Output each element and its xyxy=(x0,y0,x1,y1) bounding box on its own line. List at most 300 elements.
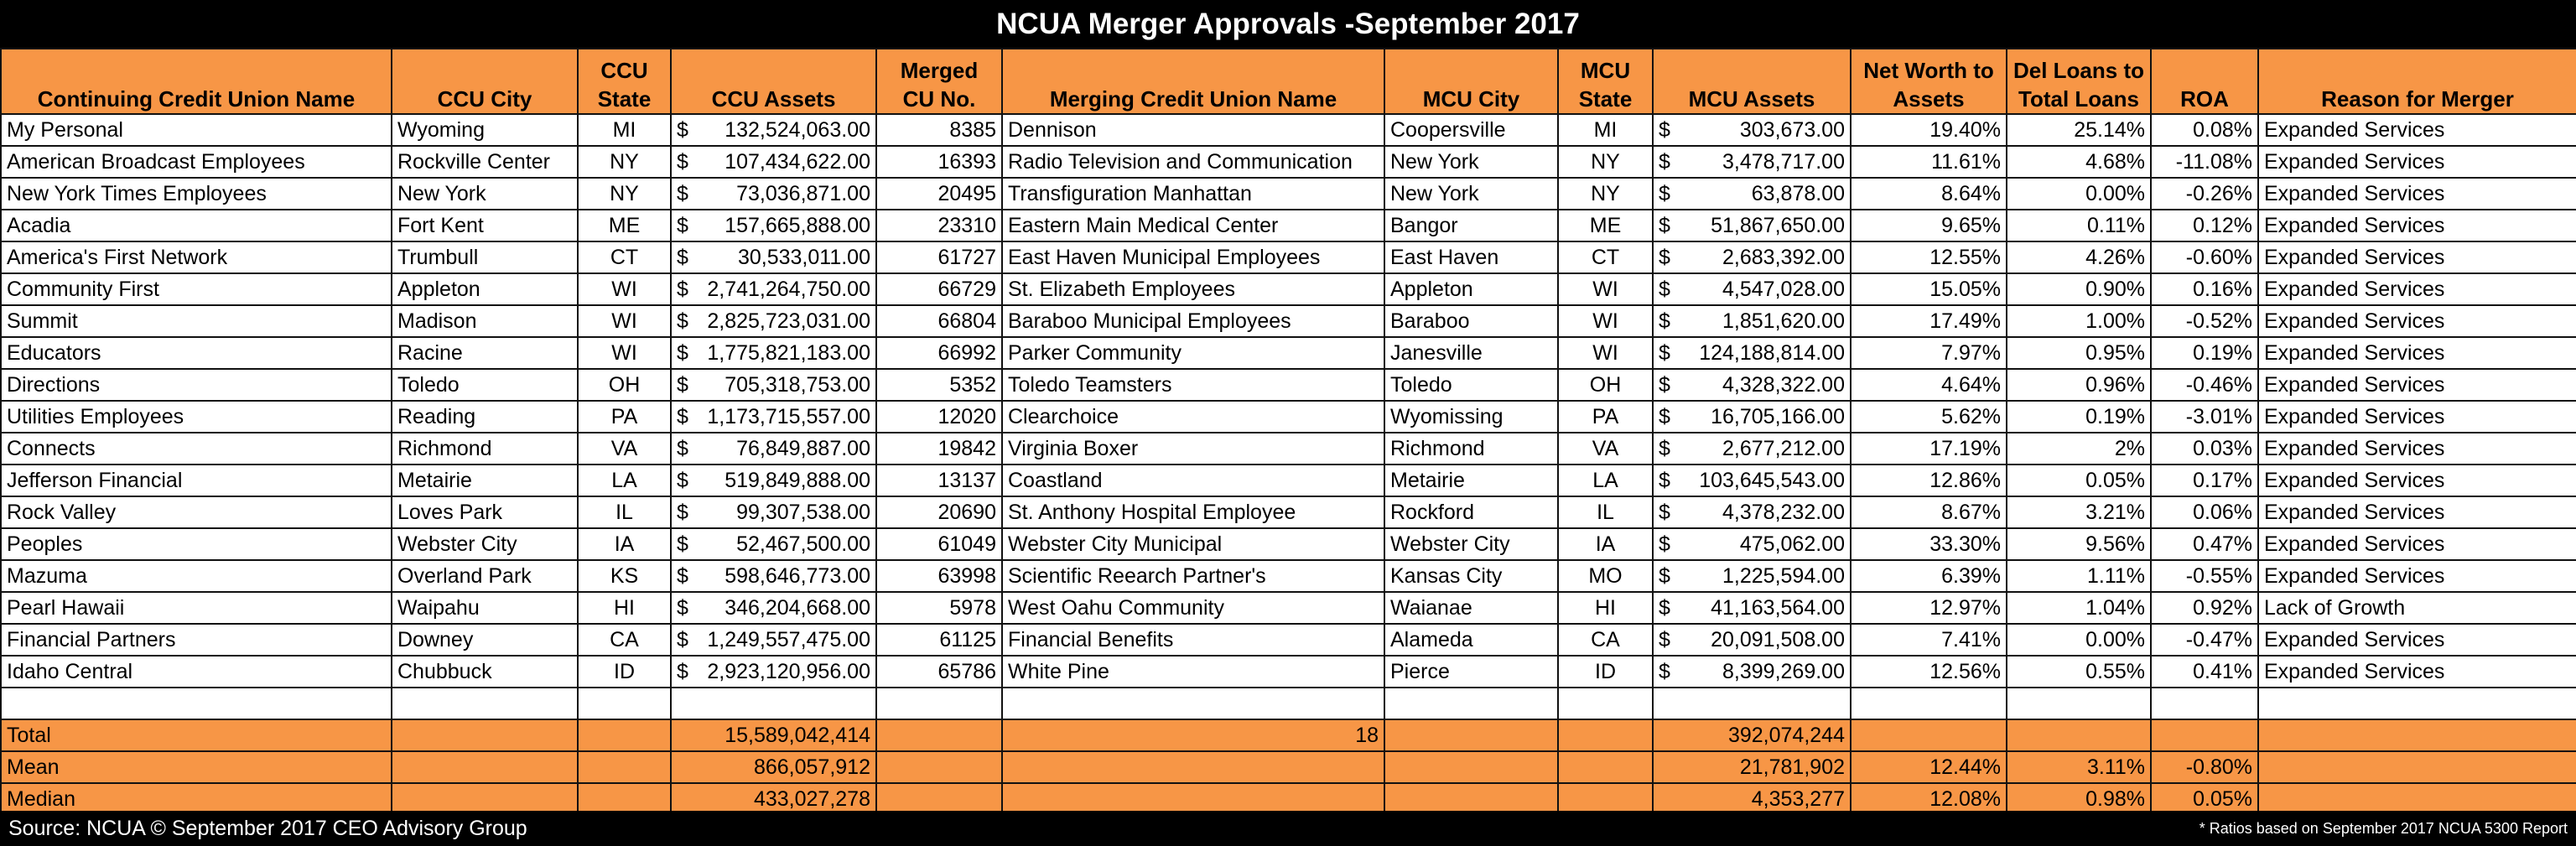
cell-ccu-name[interactable]: American Broadcast Employees xyxy=(1,146,392,178)
cell-mcu-assets[interactable] xyxy=(1653,369,1851,401)
cell-del-loans[interactable]: 4.26% xyxy=(2007,241,2151,273)
cell-reason[interactable]: Expanded Services xyxy=(2258,624,2576,656)
cell-ccu-city[interactable]: Chubbuck xyxy=(392,656,578,688)
cell-mcu-city[interactable]: Kansas City xyxy=(1384,560,1558,592)
currency-symbol: $ xyxy=(1659,469,1670,492)
cell-reason[interactable]: Expanded Services xyxy=(2258,560,2576,592)
cell-roa[interactable]: 0.16% xyxy=(2151,273,2258,305)
cell-ccu-state[interactable]: WI xyxy=(578,273,671,305)
cell-del-loans[interactable]: 0.00% xyxy=(2007,178,2151,210)
table-row xyxy=(1,656,2576,688)
cell-del-loans[interactable]: 0.95% xyxy=(2007,337,2151,369)
cell-del-loans[interactable]: 0.90% xyxy=(2007,273,2151,305)
cell-roa[interactable]: 0.47% xyxy=(2151,528,2258,560)
cell-mcu-name[interactable]: Radio Television and Communication xyxy=(1002,146,1384,178)
cell-ccu-name[interactable]: New York Times Employees xyxy=(1,178,392,210)
median-roa[interactable]: 0.05% xyxy=(2151,783,2258,815)
cell-roa[interactable]: -0.60% xyxy=(2151,241,2258,273)
col-header-merged-cu-no[interactable]: Merged CU No. xyxy=(876,49,1002,114)
cell-ccu-city[interactable]: Webster City xyxy=(392,528,578,560)
cell-mcu-state[interactable]: MI xyxy=(1558,114,1653,146)
cell-roa[interactable]: -0.47% xyxy=(2151,624,2258,656)
cell-mcu-city[interactable]: Rockford xyxy=(1384,496,1558,528)
cell-ccu-state[interactable]: WI xyxy=(578,305,671,337)
cell-ccu-city[interactable]: Racine xyxy=(392,337,578,369)
cell-mcu-assets[interactable] xyxy=(1653,241,1851,273)
cell-ccu-state[interactable]: ME xyxy=(578,210,671,241)
cell-ccu-state[interactable]: MI xyxy=(578,114,671,146)
cell-merged-cu-no[interactable]: 66804 xyxy=(876,305,1002,337)
cell-merged-cu-no[interactable]: 65786 xyxy=(876,656,1002,688)
cell-mcu-city[interactable]: New York xyxy=(1384,146,1558,178)
cell-mcu-state[interactable]: HI xyxy=(1558,592,1653,624)
cell-ccu-city[interactable]: Waipahu xyxy=(392,592,578,624)
cell-merged-cu-no[interactable]: 16393 xyxy=(876,146,1002,178)
cell-ccu-assets[interactable] xyxy=(671,337,876,369)
cell-ccu-name[interactable]: Rock Valley xyxy=(1,496,392,528)
cell-mcu-city[interactable]: Webster City xyxy=(1384,528,1558,560)
cell-mcu-city[interactable]: Alameda xyxy=(1384,624,1558,656)
cell-mcu-state[interactable]: CT xyxy=(1558,241,1653,273)
cell-merged-cu-no[interactable]: 19842 xyxy=(876,433,1002,465)
table-row xyxy=(1,178,2576,210)
cell-ccu-name[interactable]: America's First Network xyxy=(1,241,392,273)
col-header-roa[interactable]: ROA xyxy=(2151,49,2258,114)
col-header-net-worth[interactable]: Net Worth to Assets xyxy=(1851,49,2007,114)
amount-value: 2,923,120,956.00 xyxy=(707,660,870,683)
cell-merged-cu-no[interactable]: 20495 xyxy=(876,178,1002,210)
mean-roa[interactable]: -0.80% xyxy=(2151,751,2258,783)
cell-ccu-assets[interactable] xyxy=(671,656,876,688)
cell-ccu-state[interactable]: CA xyxy=(578,624,671,656)
cell-roa[interactable]: 0.12% xyxy=(2151,210,2258,241)
table-row xyxy=(1,560,2576,592)
col-header-ccu-name[interactable]: Continuing Credit Union Name xyxy=(1,49,392,114)
cell-ccu-city[interactable]: Downey xyxy=(392,624,578,656)
cell-reason[interactable]: Expanded Services xyxy=(2258,337,2576,369)
cell-mcu-city[interactable]: New York xyxy=(1384,178,1558,210)
cell-del-loans[interactable]: 0.00% xyxy=(2007,624,2151,656)
cell-reason[interactable]: Expanded Services xyxy=(2258,146,2576,178)
cell-roa[interactable]: -0.52% xyxy=(2151,305,2258,337)
cell-mcu-assets[interactable] xyxy=(1653,305,1851,337)
table-row xyxy=(1,401,2576,433)
cell-del-loans[interactable]: 0.19% xyxy=(2007,401,2151,433)
cell-mcu-city[interactable]: Coopersville xyxy=(1384,114,1558,146)
cell-ccu-state[interactable]: VA xyxy=(578,433,671,465)
cell-mcu-assets[interactable] xyxy=(1653,592,1851,624)
cell-ccu-city[interactable]: Trumbull xyxy=(392,241,578,273)
cell-ccu-state[interactable]: HI xyxy=(578,592,671,624)
cell-ccu-city[interactable]: Metairie xyxy=(392,465,578,496)
cell-net-worth[interactable]: 12.86% xyxy=(1851,465,2007,496)
cell-mcu-city[interactable]: Wyomissing xyxy=(1384,401,1558,433)
cell-net-worth[interactable]: 4.64% xyxy=(1851,369,2007,401)
currency-symbol: $ xyxy=(1659,118,1670,142)
cell-ccu-assets[interactable] xyxy=(671,433,876,465)
cell-reason[interactable]: Expanded Services xyxy=(2258,178,2576,210)
total-merged-count[interactable]: 18 xyxy=(1002,719,1384,751)
cell-mcu-state[interactable]: LA xyxy=(1558,465,1653,496)
cell-ccu-name[interactable]: Peoples xyxy=(1,528,392,560)
cell-roa[interactable]: 0.41% xyxy=(2151,656,2258,688)
cell-ccu-name[interactable]: Acadia xyxy=(1,210,392,241)
cell-mcu-name[interactable]: Toledo Teamsters xyxy=(1002,369,1384,401)
cell-roa[interactable]: 0.17% xyxy=(2151,465,2258,496)
cell-mcu-state[interactable]: MO xyxy=(1558,560,1653,592)
cell-net-worth[interactable]: 15.05% xyxy=(1851,273,2007,305)
cell-mcu-assets[interactable] xyxy=(1653,273,1851,305)
cell-ccu-name[interactable]: Educators xyxy=(1,337,392,369)
mean-mcu-assets[interactable]: 21,781,902 xyxy=(1653,751,1851,783)
cell-mcu-assets[interactable] xyxy=(1653,528,1851,560)
currency-symbol: $ xyxy=(677,118,688,142)
cell-ccu-city[interactable]: Toledo xyxy=(392,369,578,401)
cell-ccu-assets[interactable] xyxy=(671,241,876,273)
cell-mcu-city[interactable]: Metairie xyxy=(1384,465,1558,496)
cell-mcu-name[interactable]: Transfiguration Manhattan xyxy=(1002,178,1384,210)
cell-merged-cu-no[interactable]: 5352 xyxy=(876,369,1002,401)
cell-mcu-assets[interactable] xyxy=(1653,337,1851,369)
cell-mcu-name[interactable]: Eastern Main Medical Center xyxy=(1002,210,1384,241)
col-header-ccu-city[interactable]: CCU City xyxy=(392,49,578,114)
col-header-ccu-state[interactable]: CCU State xyxy=(578,49,671,114)
cell-mcu-name[interactable]: East Haven Municipal Employees xyxy=(1002,241,1384,273)
cell-del-loans[interactable]: 9.56% xyxy=(2007,528,2151,560)
cell-reason[interactable]: Expanded Services xyxy=(2258,210,2576,241)
cell-mcu-name[interactable]: Virginia Boxer xyxy=(1002,433,1384,465)
cell-ccu-state[interactable]: WI xyxy=(578,337,671,369)
amount-value: 2,677,212.00 xyxy=(1722,437,1845,460)
cell-ccu-name[interactable]: Summit xyxy=(1,305,392,337)
cell-roa[interactable]: 0.19% xyxy=(2151,337,2258,369)
cell-net-worth[interactable]: 12.56% xyxy=(1851,656,2007,688)
cell-ccu-name[interactable]: Utilities Employees xyxy=(1,401,392,433)
cell-reason[interactable]: Expanded Services xyxy=(2258,433,2576,465)
cell-mcu-state[interactable]: ID xyxy=(1558,656,1653,688)
currency-symbol: $ xyxy=(677,214,688,237)
table-row xyxy=(1,465,2576,496)
cell-mcu-assets[interactable] xyxy=(1653,433,1851,465)
col-header-mcu-state[interactable]: MCU State xyxy=(1558,49,1653,114)
cell-mcu-name[interactable]: White Pine xyxy=(1002,656,1384,688)
cell-ccu-state[interactable]: CT xyxy=(578,241,671,273)
amount-value: 705,318,753.00 xyxy=(724,373,870,397)
cell-net-worth[interactable]: 6.39% xyxy=(1851,560,2007,592)
mean-net-worth[interactable]: 12.44% xyxy=(1851,751,2007,783)
cell-merged-cu-no[interactable]: 61125 xyxy=(876,624,1002,656)
col-header-reason[interactable]: Reason for Merger xyxy=(2258,49,2576,114)
cell-mcu-assets[interactable] xyxy=(1653,146,1851,178)
cell-merged-cu-no[interactable]: 63998 xyxy=(876,560,1002,592)
cell-mcu-name[interactable]: West Oahu Community xyxy=(1002,592,1384,624)
cell-ccu-name[interactable]: Financial Partners xyxy=(1,624,392,656)
cell-mcu-city[interactable]: Baraboo xyxy=(1384,305,1558,337)
cell-merged-cu-no[interactable]: 61727 xyxy=(876,241,1002,273)
amount-value: 475,062.00 xyxy=(1739,532,1845,556)
col-header-mcu-name[interactable]: Merging Credit Union Name xyxy=(1002,49,1384,114)
cell-roa[interactable]: -11.08% xyxy=(2151,146,2258,178)
cell-mcu-name[interactable]: Scientific Reearch Partner's xyxy=(1002,560,1384,592)
cell-del-loans[interactable]: 0.55% xyxy=(2007,656,2151,688)
cell-ccu-name[interactable]: Idaho Central xyxy=(1,656,392,688)
cell-ccu-assets[interactable] xyxy=(671,592,876,624)
cell-reason[interactable]: Expanded Services xyxy=(2258,496,2576,528)
cell-mcu-assets[interactable] xyxy=(1653,496,1851,528)
currency-symbol: $ xyxy=(677,405,688,428)
cell-ccu-assets[interactable] xyxy=(671,401,876,433)
cell-mcu-name[interactable]: Clearchoice xyxy=(1002,401,1384,433)
cell-reason[interactable]: Expanded Services xyxy=(2258,241,2576,273)
amount-value: 30,533,011.00 xyxy=(737,246,870,269)
cell-mcu-city[interactable]: Bangor xyxy=(1384,210,1558,241)
cell-merged-cu-no[interactable]: 12020 xyxy=(876,401,1002,433)
cell-ccu-assets[interactable] xyxy=(671,146,876,178)
cell-ccu-city[interactable]: Madison xyxy=(392,305,578,337)
median-del-loans[interactable]: 0.98% xyxy=(2007,783,2151,815)
currency-symbol: $ xyxy=(1659,214,1670,237)
cell-net-worth[interactable]: 5.62% xyxy=(1851,401,2007,433)
cell-del-loans[interactable]: 4.68% xyxy=(2007,146,2151,178)
cell-net-worth[interactable]: 12.55% xyxy=(1851,241,2007,273)
cell-reason[interactable]: Expanded Services xyxy=(2258,656,2576,688)
median-ccu-assets[interactable]: 433,027,278 xyxy=(671,783,876,815)
cell-ccu-city[interactable]: Wyoming xyxy=(392,114,578,146)
cell-reason[interactable]: Lack of Growth xyxy=(2258,592,2576,624)
cell-merged-cu-no[interactable]: 5978 xyxy=(876,592,1002,624)
currency-symbol: $ xyxy=(677,501,688,524)
col-header-ccu-assets[interactable]: CCU Assets xyxy=(671,49,876,114)
cell-ccu-city[interactable]: Appleton xyxy=(392,273,578,305)
currency-symbol: $ xyxy=(677,246,688,269)
cell-roa[interactable]: -0.46% xyxy=(2151,369,2258,401)
cell-ccu-name[interactable]: Mazuma xyxy=(1,560,392,592)
cell-ccu-city[interactable]: Loves Park xyxy=(392,496,578,528)
cell-net-worth[interactable]: 7.97% xyxy=(1851,337,2007,369)
cell-reason[interactable]: Expanded Services xyxy=(2258,528,2576,560)
cell-mcu-name[interactable]: Financial Benefits xyxy=(1002,624,1384,656)
cell-reason[interactable]: Expanded Services xyxy=(2258,369,2576,401)
cell-mcu-assets[interactable] xyxy=(1653,114,1851,146)
cell-del-loans[interactable]: 0.96% xyxy=(2007,369,2151,401)
cell-mcu-assets[interactable] xyxy=(1653,465,1851,496)
cell-roa[interactable]: 0.06% xyxy=(2151,496,2258,528)
cell-ccu-assets[interactable] xyxy=(671,114,876,146)
cell-ccu-state[interactable]: OH xyxy=(578,369,671,401)
cell-reason[interactable]: Expanded Services xyxy=(2258,305,2576,337)
table-row xyxy=(1,241,2576,273)
cell-net-worth[interactable]: 33.30% xyxy=(1851,528,2007,560)
cell-mcu-city[interactable]: Richmond xyxy=(1384,433,1558,465)
cell-ccu-assets[interactable] xyxy=(671,210,876,241)
cell-mcu-name[interactable]: Baraboo Municipal Employees xyxy=(1002,305,1384,337)
amount-value: 52,467,500.00 xyxy=(736,532,870,556)
cell-ccu-name[interactable]: Community First xyxy=(1,273,392,305)
amount-value: 16,705,166.00 xyxy=(1711,405,1845,428)
total-ccu-assets[interactable]: 15,589,042,414 xyxy=(671,719,876,751)
cell-mcu-state[interactable]: NY xyxy=(1558,178,1653,210)
cell-ccu-assets[interactable] xyxy=(671,465,876,496)
cell-net-worth[interactable]: 12.97% xyxy=(1851,592,2007,624)
summary-label[interactable]: Median xyxy=(1,783,392,815)
cell-ccu-city[interactable]: Fort Kent xyxy=(392,210,578,241)
cell-merged-cu-no[interactable]: 8385 xyxy=(876,114,1002,146)
cell-mcu-state[interactable]: CA xyxy=(1558,624,1653,656)
cell-mcu-name[interactable]: St. Elizabeth Employees xyxy=(1002,273,1384,305)
currency-symbol: $ xyxy=(1659,246,1670,269)
cell-del-loans[interactable]: 1.11% xyxy=(2007,560,2151,592)
cell-del-loans[interactable]: 0.11% xyxy=(2007,210,2151,241)
cell-mcu-assets[interactable] xyxy=(1653,401,1851,433)
amount-value: 8,399,269.00 xyxy=(1722,660,1845,683)
cell-ccu-assets[interactable] xyxy=(671,178,876,210)
cell-ccu-state[interactable]: IL xyxy=(578,496,671,528)
cell-del-loans[interactable]: 3.21% xyxy=(2007,496,2151,528)
cell-roa[interactable]: 0.03% xyxy=(2151,433,2258,465)
cell-ccu-name[interactable]: My Personal xyxy=(1,114,392,146)
cell-merged-cu-no[interactable]: 13137 xyxy=(876,465,1002,496)
cell-del-loans[interactable]: 25.14% xyxy=(2007,114,2151,146)
cell-mcu-city[interactable]: Janesville xyxy=(1384,337,1558,369)
median-net-worth[interactable]: 12.08% xyxy=(1851,783,2007,815)
amount-value: 1,249,557,475.00 xyxy=(707,628,870,651)
cell-mcu-name[interactable]: Coastland xyxy=(1002,465,1384,496)
cell-mcu-name[interactable]: Parker Community xyxy=(1002,337,1384,369)
cell-mcu-city[interactable]: Toledo xyxy=(1384,369,1558,401)
cell-mcu-state[interactable]: VA xyxy=(1558,433,1653,465)
cell-roa[interactable]: 0.92% xyxy=(2151,592,2258,624)
cell-mcu-city[interactable]: East Haven xyxy=(1384,241,1558,273)
cell-ccu-state[interactable]: ID xyxy=(578,656,671,688)
cell-ccu-state[interactable]: NY xyxy=(578,178,671,210)
cell-mcu-assets[interactable] xyxy=(1653,178,1851,210)
cell-ccu-assets[interactable] xyxy=(671,624,876,656)
cell-mcu-name[interactable]: Dennison xyxy=(1002,114,1384,146)
cell-merged-cu-no[interactable]: 20690 xyxy=(876,496,1002,528)
cell-merged-cu-no[interactable]: 66992 xyxy=(876,337,1002,369)
cell-ccu-assets[interactable] xyxy=(671,560,876,592)
cell-reason[interactable]: Expanded Services xyxy=(2258,465,2576,496)
cell-net-worth[interactable]: 9.65% xyxy=(1851,210,2007,241)
cell-ccu-assets[interactable] xyxy=(671,528,876,560)
table-row xyxy=(1,624,2576,656)
cell-roa[interactable]: 0.08% xyxy=(2151,114,2258,146)
cell-mcu-state[interactable]: PA xyxy=(1558,401,1653,433)
cell-ccu-state[interactable]: IA xyxy=(578,528,671,560)
cell-ccu-assets[interactable] xyxy=(671,369,876,401)
cell-net-worth[interactable]: 17.49% xyxy=(1851,305,2007,337)
cell-del-loans[interactable]: 0.05% xyxy=(2007,465,2151,496)
cell-ccu-state[interactable]: KS xyxy=(578,560,671,592)
ratio-footnote: * Ratios based on September 2017 NCUA 5300 Report xyxy=(2199,819,2568,837)
currency-symbol: $ xyxy=(677,469,688,492)
cell-ccu-state[interactable]: PA xyxy=(578,401,671,433)
col-header-del-loans[interactable]: Del Loans to Total Loans xyxy=(2007,49,2151,114)
cell-net-worth[interactable]: 7.41% xyxy=(1851,624,2007,656)
cell-mcu-state[interactable]: IA xyxy=(1558,528,1653,560)
cell-mcu-city[interactable]: Pierce xyxy=(1384,656,1558,688)
cell-del-loans[interactable]: 2% xyxy=(2007,433,2151,465)
cell-mcu-state[interactable]: WI xyxy=(1558,273,1653,305)
cell-del-loans[interactable]: 1.04% xyxy=(2007,592,2151,624)
cell-mcu-state[interactable]: WI xyxy=(1558,305,1653,337)
amount-value: 1,851,620.00 xyxy=(1722,309,1845,333)
currency-symbol: $ xyxy=(677,373,688,397)
table-row xyxy=(1,528,2576,560)
median-mcu-assets[interactable]: 4,353,277 xyxy=(1653,783,1851,815)
cell-reason[interactable]: Expanded Services xyxy=(2258,273,2576,305)
amount-value: 3,478,717.00 xyxy=(1722,150,1845,174)
cell-ccu-city[interactable]: Reading xyxy=(392,401,578,433)
summary-label[interactable]: Total xyxy=(1,719,392,751)
cell-roa[interactable]: -3.01% xyxy=(2151,401,2258,433)
cell-ccu-assets[interactable] xyxy=(671,305,876,337)
cell-net-worth[interactable]: 19.40% xyxy=(1851,114,2007,146)
cell-mcu-assets[interactable] xyxy=(1653,210,1851,241)
col-header-mcu-city[interactable]: MCU City xyxy=(1384,49,1558,114)
cell-mcu-city[interactable]: Waianae xyxy=(1384,592,1558,624)
cell-ccu-assets[interactable] xyxy=(671,273,876,305)
currency-symbol: $ xyxy=(1659,150,1670,174)
blank-row xyxy=(1,688,2576,719)
cell-merged-cu-no[interactable]: 61049 xyxy=(876,528,1002,560)
amount-value: 346,204,668.00 xyxy=(724,596,870,620)
mean-ccu-assets[interactable]: 866,057,912 xyxy=(671,751,876,783)
cell-net-worth[interactable]: 8.67% xyxy=(1851,496,2007,528)
cell-mcu-assets[interactable] xyxy=(1653,560,1851,592)
cell-mcu-state[interactable]: OH xyxy=(1558,369,1653,401)
cell-mcu-assets[interactable] xyxy=(1653,624,1851,656)
cell-mcu-state[interactable]: ME xyxy=(1558,210,1653,241)
mean-del-loans[interactable]: 3.11% xyxy=(2007,751,2151,783)
cell-mcu-state[interactable]: WI xyxy=(1558,337,1653,369)
cell-ccu-city[interactable]: New York xyxy=(392,178,578,210)
currency-symbol: $ xyxy=(1659,628,1670,651)
cell-net-worth[interactable]: 11.61% xyxy=(1851,146,2007,178)
cell-ccu-state[interactable]: NY xyxy=(578,146,671,178)
amount-value: 51,867,650.00 xyxy=(1711,214,1845,237)
cell-mcu-name[interactable]: Webster City Municipal xyxy=(1002,528,1384,560)
col-header-mcu-assets[interactable]: MCU Assets xyxy=(1653,49,1851,114)
summary-label[interactable]: Mean xyxy=(1,751,392,783)
cell-ccu-name[interactable]: Connects xyxy=(1,433,392,465)
cell-mcu-name[interactable]: St. Anthony Hospital Employee xyxy=(1002,496,1384,528)
cell-net-worth[interactable]: 8.64% xyxy=(1851,178,2007,210)
cell-net-worth[interactable]: 17.19% xyxy=(1851,433,2007,465)
cell-mcu-state[interactable]: IL xyxy=(1558,496,1653,528)
cell-ccu-name[interactable]: Jefferson Financial xyxy=(1,465,392,496)
cell-ccu-name[interactable]: Directions xyxy=(1,369,392,401)
cell-reason[interactable]: Expanded Services xyxy=(2258,114,2576,146)
cell-ccu-name[interactable]: Pearl Hawaii xyxy=(1,592,392,624)
cell-merged-cu-no[interactable]: 66729 xyxy=(876,273,1002,305)
cell-roa[interactable]: -0.26% xyxy=(2151,178,2258,210)
cell-ccu-assets[interactable] xyxy=(671,496,876,528)
cell-reason[interactable]: Expanded Services xyxy=(2258,401,2576,433)
cell-roa[interactable]: -0.55% xyxy=(2151,560,2258,592)
total-mcu-assets[interactable]: 392,074,244 xyxy=(1653,719,1851,751)
cell-mcu-assets[interactable] xyxy=(1653,656,1851,688)
cell-ccu-city[interactable]: Richmond xyxy=(392,433,578,465)
cell-ccu-state[interactable]: LA xyxy=(578,465,671,496)
cell-mcu-city[interactable]: Appleton xyxy=(1384,273,1558,305)
cell-del-loans[interactable]: 1.00% xyxy=(2007,305,2151,337)
cell-ccu-city[interactable]: Rockville Center xyxy=(392,146,578,178)
cell-merged-cu-no[interactable]: 23310 xyxy=(876,210,1002,241)
cell-mcu-state[interactable]: NY xyxy=(1558,146,1653,178)
cell-ccu-city[interactable]: Overland Park xyxy=(392,560,578,592)
currency-symbol: $ xyxy=(1659,182,1670,205)
